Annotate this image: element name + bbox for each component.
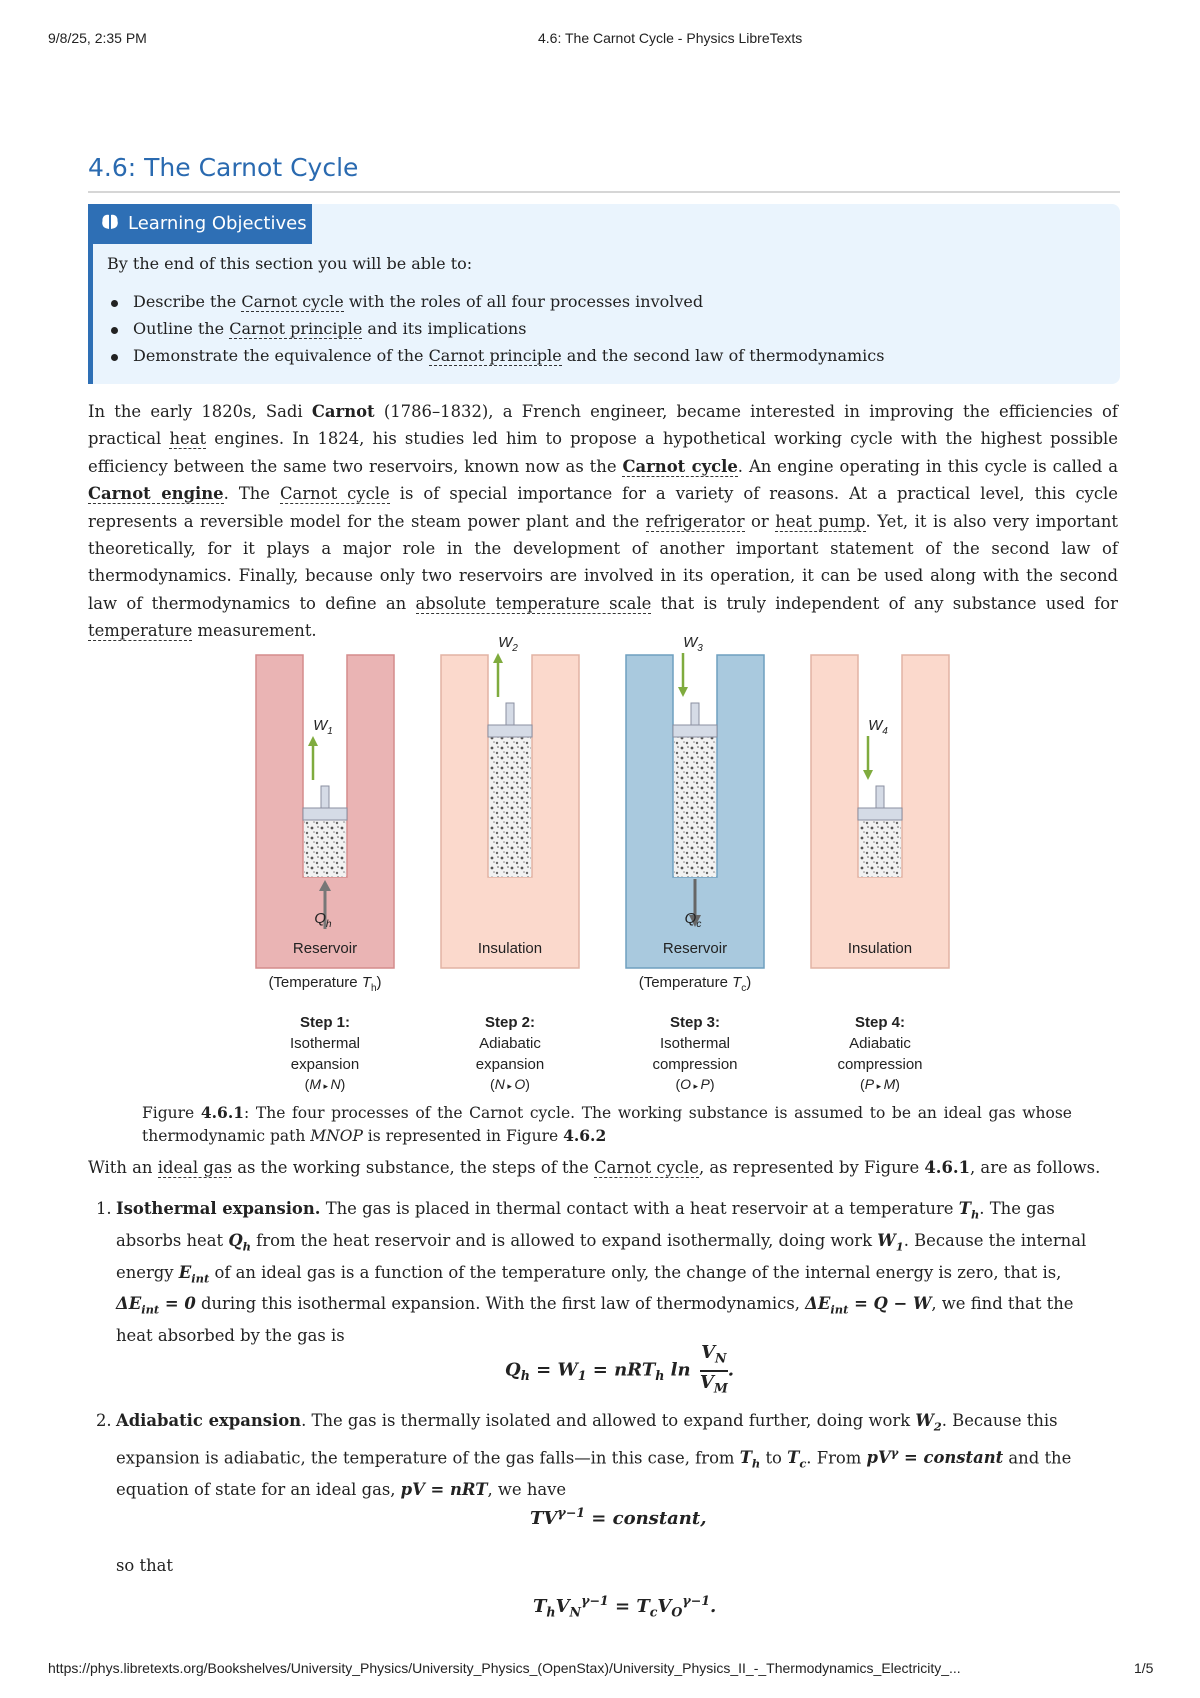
objective-item: Outline the Carnot principle and its implications	[133, 319, 527, 338]
print-datetime: 9/8/25, 2:35 PM	[48, 30, 147, 46]
gas-particles	[489, 737, 531, 877]
learning-objectives-label: Learning Objectives	[128, 213, 307, 234]
step-path: (N ▸ O)	[490, 1076, 530, 1092]
piston	[488, 725, 532, 737]
equation-heat-absorbed: $Q_h = W_1 = nRT_h$ ln $\frac{V_N}{V_M}$ .	[505, 1342, 735, 1396]
glossary-link[interactable]: heat	[169, 429, 207, 449]
step-line: compression	[652, 1056, 738, 1073]
work-arrow-head	[863, 770, 873, 780]
step-line: expansion	[290, 1056, 360, 1073]
glossary-link[interactable]: refrigerator	[645, 511, 745, 531]
step-line: compression	[837, 1056, 923, 1073]
step-line: Adiabatic	[849, 1035, 911, 1052]
objective-item: Demonstrate the equivalence of the Carnot principle and the second law of thermodynamics	[133, 346, 885, 365]
print-tab-title: 4.6: The Carnot Cycle - Physics LibreTexts	[538, 30, 803, 46]
step-path: (M ▸ N)	[304, 1076, 346, 1092]
work-arrow-head	[678, 687, 688, 697]
gas-particles	[304, 820, 346, 877]
step-line: Adiabatic	[479, 1035, 541, 1052]
work-arrow-head	[308, 736, 318, 746]
glossary-link[interactable]: ideal gas	[157, 1158, 233, 1177]
step-isothermal-expansion: 1. Isothermal expansion. The gas is placed in thermal contact with a heat reservoir at a temperature $T_h$. The gas absorbs heat $Q_h$ from the heat reservoir and is allowed to expand isothermally, doing work $W_1$. Because the internal energy $E_{int}$ of an ideal gas is a function of the temperature only, the change of the internal energy is zero, that is, $\Delta E_{int} = 0$ during this isothermal expansion. With the first law of thermodynamics, $\Delta E_{int} = Q - W$, we find that the heat absorbed by the gas is	[96, 1199, 1087, 1346]
carnot-cycle-figure	[250, 634, 970, 1100]
intro-paragraph: In the early 1820s, Sadi Carnot (1786–1832), a French engineer, became interested in improving the efficiencies of practical heat engines. In 1824, his studies led him to propose a hypothetical working cycle with the highest possible efficiency between the same two reservoirs, known now as the Carnot cycle. An engine operating in this cycle is called a Carnot engine. The Carnot cycle is of special importance for a variety of reasons. At a practical level, this cycle represents a reversible model for the steam power plant and the refrigerator or heat pump. Yet, it is also very important theoretically, for it plays a major role in the development of another important statement of the second law of thermodynamics. Finally, because only two reservoirs are involved in its operation, it can be used along with the second law of thermodynamics to define an absolute temperature scale that is truly independent of any substance used for temperature measurement.	[88, 402, 1118, 641]
brain-icon	[100, 212, 120, 232]
piston-rod	[691, 703, 699, 725]
objective-item: Describe the Carnot cycle with the roles of all four processes involved	[133, 292, 704, 311]
so-that-text: so that	[116, 1556, 173, 1575]
box-label: Insulation	[477, 940, 543, 957]
box-label: Insulation	[847, 940, 913, 957]
figure-panel-step-1	[256, 655, 394, 1092]
equation-adiabatic-relation: $T_hV_N^{\gamma-1} = T_cV_O^{\gamma-1}$.	[533, 1593, 717, 1620]
glossary-link[interactable]: Carnot cycle	[241, 292, 344, 311]
gas-particles	[859, 820, 901, 877]
box-label: Reservoir	[662, 940, 728, 957]
gas-particles	[674, 737, 716, 877]
glossary-link[interactable]: Carnot cycle	[280, 484, 390, 504]
step-path: (O ▸ P)	[675, 1076, 715, 1092]
glossary-link[interactable]: heat pump	[775, 511, 866, 531]
step-line: Isothermal	[289, 1035, 361, 1052]
learning-objectives-tab	[88, 204, 312, 244]
temperature-label: (Temperature $T_c$)	[638, 974, 752, 994]
step-path: (P ▸ M)	[860, 1076, 900, 1092]
step-title: Step 2:	[484, 1014, 536, 1031]
figure-panel-step-3	[626, 634, 764, 1092]
work-label: $W_1$	[313, 717, 333, 737]
work-label: $W_4$	[868, 717, 888, 737]
carnot-name: Carnot	[311, 402, 375, 421]
steps-intro: With an ideal gas as the working substance, the steps of the Carnot cycle, as represented by Figure 4.6.1, are as follows.	[88, 1158, 1101, 1177]
piston-rod	[321, 786, 329, 808]
equation-adiabatic-constant: $TV^{\gamma-1}$ = constant,	[530, 1505, 707, 1529]
figure-panel-step-2	[441, 634, 579, 1092]
glossary-link[interactable]: Carnot cycle	[622, 456, 738, 476]
glossary-link[interactable]: temperature	[88, 621, 193, 641]
glossary-link[interactable]: Carnot cycle	[594, 1158, 699, 1177]
step-title: Step 4:	[854, 1014, 906, 1031]
piston-rod	[876, 786, 884, 808]
step-line: expansion	[475, 1056, 545, 1073]
temperature-label: (Temperature $T_h$)	[268, 974, 382, 994]
figure-panel-step-4	[811, 655, 949, 1092]
piston-rod	[506, 703, 514, 725]
glossary-link[interactable]: Carnot principle	[229, 319, 363, 338]
step-adiabatic-expansion: 2. Adiabatic expansion. The gas is thermally isolated and allowed to expand further, doing work $W_2$. Because this expansion is adiabatic, the temperature of the gas falls—in this case, from $T_h$ to $T_c$. From $pV^\gamma$ = constant and the equation of state for an ideal gas, pV = nRT, we have	[96, 1411, 1072, 1500]
piston	[303, 808, 347, 820]
piston	[673, 725, 717, 737]
step-line: Isothermal	[659, 1035, 731, 1052]
piston	[858, 808, 902, 820]
step-title: Step 3:	[669, 1014, 721, 1031]
box-label: Reservoir	[292, 940, 358, 957]
print-url: https://phys.libretexts.org/Bookshelves/University_Physics/University_Physics_(OpenStax)/University_Physics_II_-_Thermodynamics_Electricity_...	[48, 1660, 961, 1676]
print-page-number: 1/5	[1134, 1660, 1154, 1676]
work-label: $W_2$	[498, 634, 518, 654]
step-title: Step 1:	[299, 1014, 351, 1031]
heat-label: $Q_h$	[314, 910, 332, 930]
title-divider	[88, 191, 1120, 193]
heat-label: $Q_c$	[684, 910, 702, 930]
glossary-link[interactable]: absolute temperature scale	[415, 593, 652, 613]
work-arrow-head	[493, 653, 503, 663]
objectives-intro: By the end of this section you will be able to:	[107, 254, 473, 273]
figure-caption: Figure 4.6.1: The four processes of the Carnot cycle. The working substance is assumed to be an ideal gas whose thermodynamic path MNOP is represented in Figure 4.6.2	[142, 1103, 1072, 1145]
glossary-link[interactable]: Carnot principle	[428, 346, 562, 365]
page-title: 4.6: The Carnot Cycle	[88, 153, 359, 182]
work-label: $W_3$	[683, 634, 703, 654]
glossary-link[interactable]: Carnot engine	[88, 484, 224, 504]
